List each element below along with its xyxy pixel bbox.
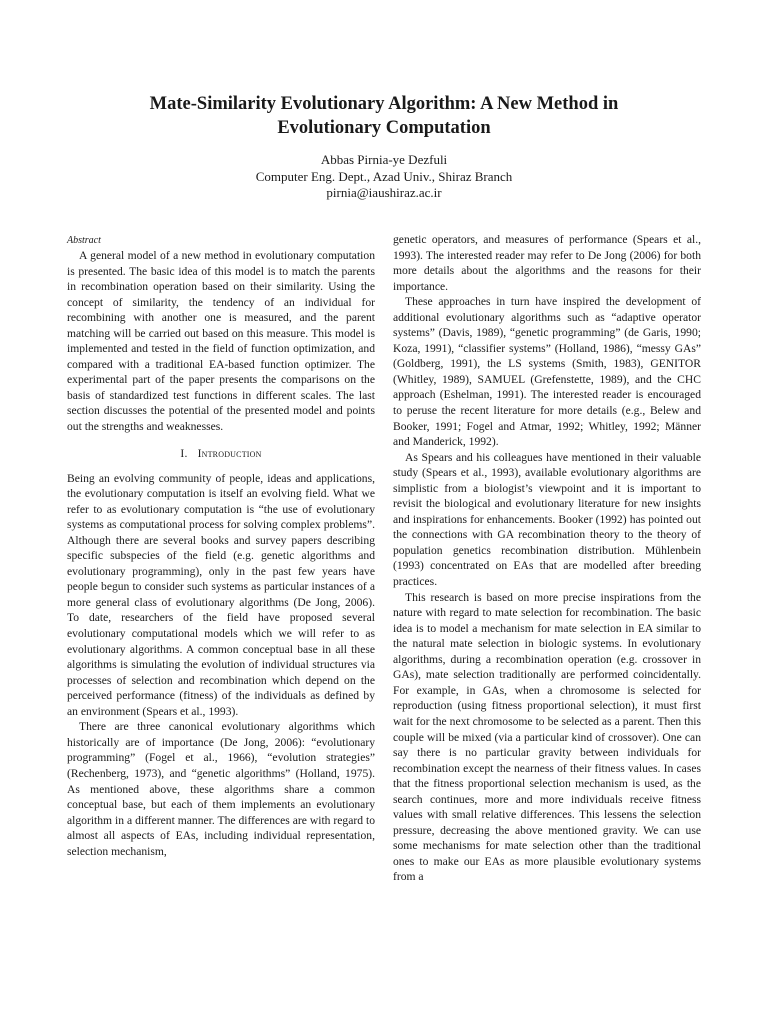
author-name: Abbas Pirnia-ye Dezfuli [320,152,448,167]
section-title: Introduction [197,446,262,460]
right-column [393,232,701,885]
intro-paragraph-5: This research is based on more precise inspirations from the nature with regard to mate selection for recombination. The basic idea is to model a mechanism for mate selection in EA similar to the natural mate selection in biologic systems. In evolutionary algorithms, during a recombination operation (e.g. crossover in GAs), mate selection traditionally are performed coincidentally. For example, in GAs, when a chromosome is selected for reproduction (using fitness proportional selection), it must first wait for the next chromosome to be selected as a parent. Then this couple will be mixed (via a particular kind of crossover). One can say there is no particular gravity between individuals for recombination except the nearness of their fitness values. In cases that the fitness proportional selection mechanism is used, as the search continues, more and more individuals receive fitness values with small relative differences. This lessens the selection pressure, decreasing the above mentioned gravity. We can use some mechanisms for mate selection other than the traditional ones to make our EAs as more plausible evolutionary systems from a [393,590,701,884]
left-column [67,234,375,859]
paper-title-line-1: Mate-Similarity Evolutionary Algorithm: A New Method in [149,94,619,114]
intro-paragraph-1: Being an evolving community of people, ideas and applications, the evolutionary computation is itself an evolving field. What we refer to as evolutionary computation is “the use of evolutionary systems as computational process for solving complex problems”. Although there are several books and survey papers describing specific subspecies of the field (e.g. genetic algorithms and evolutionary programming), only in the past few years have people begun to consider such systems as particular instances of a more general class of evolutionary algorithms (De Jong, 2006). To date, researchers of the field have proposed several evolutionary computational models which we will refer to as evolutionary algorithms. A common conceptual base in all these algorithms is simulating the evolution of individual structures via processes of selection and recombination which depend on the perceived performance (fitness) of the individuals as defined by an environment (Spears et al., 1993). [67,471,375,718]
author-email: pirnia@iaushiraz.ac.ir [326,185,442,200]
abstract-text: A general model of a new method in evolutionary computation is presented. The basic idea of this model is to match the parents in recombination operation based on their similarity. Using the concept of similarity, the tendency of an individual for recombining with another one is measured, and the parent matching will be carried out based on this measure. This model is implemented and tested in the field of function optimization, and compared with a traditional EA-based function optimizer. The experimental part of the paper presents the comparisons on the basis of standardized test functions in different scales. The last section discusses the potential of the presented model and points out the strengths and weaknesses. [67,249,375,434]
intro-paragraph-2-continued: genetic operators, and measures of performance (Spears et al., 1993). The interested reader may refer to De Jong (2006) for both more details about the algorithms and the reasons for their importance. [393,233,701,293]
paper-title-line-2: Evolutionary Computation [277,118,491,138]
author-affiliation: Computer Eng. Dept., Azad Univ., Shiraz Branch [255,168,513,184]
section-number: I. [180,446,188,460]
intro-paragraph-2: There are three canonical evolutionary algorithms which historically are of importance (De Jong, 2006): “evolutionary programming” (Fogel et al., 1966), “evolution strategies” (Rechenberg, 1973), and “genetic algorithms” (Holland, 1975). As mentioned above, these algorithms share a common conceptual base, but each of them implements an evolutionary algorithm in a different manner. The differences are with regard to almost all aspects of EAs, including individual representation, selection mechanism, [67,720,375,858]
section-heading-introduction [67,446,375,461]
abstract-label: Abstract [67,235,101,246]
author-block [160,152,608,202]
paper-title [60,92,708,140]
intro-paragraph-4: As Spears and his colleagues have mentioned in their valuable study (Spears et al., 1993), available evolutionary algorithms are simplistic from a biologist’s viewpoint and it is important to revisit the biological and evolutionary literature for new insights and inspirations for enhancements. Booker (1992) has pointed out the connections with GA recombination theory to the theory of population genetics recombination distribution. Mühlenbein (1993) concentrated on EAs that are modelled after breeding practices. [393,450,701,589]
intro-paragraph-3: These approaches in turn have inspired the development of additional evolutionary algorithms such as “adaptive operator systems” (Davis, 1989), “genetic programming” (de Garis, 1990; Koza, 1991), “classifier systems” (Holland, 1986), “messy GAs” (Goldberg, 1991), the LS systems (Smith, 1983), GENITOR (Whitley, 1989), SAMUEL (Grefenstette, 1989), and the CHC approach (Eshelman, 1991). The interested reader is encouraged to peruse the recent literature for more details (e.g., Belew and Booker, 1991; Fogel and Atmar, 1992; Whitley, 1992; Männer and Manderick, 1992). [393,295,701,449]
